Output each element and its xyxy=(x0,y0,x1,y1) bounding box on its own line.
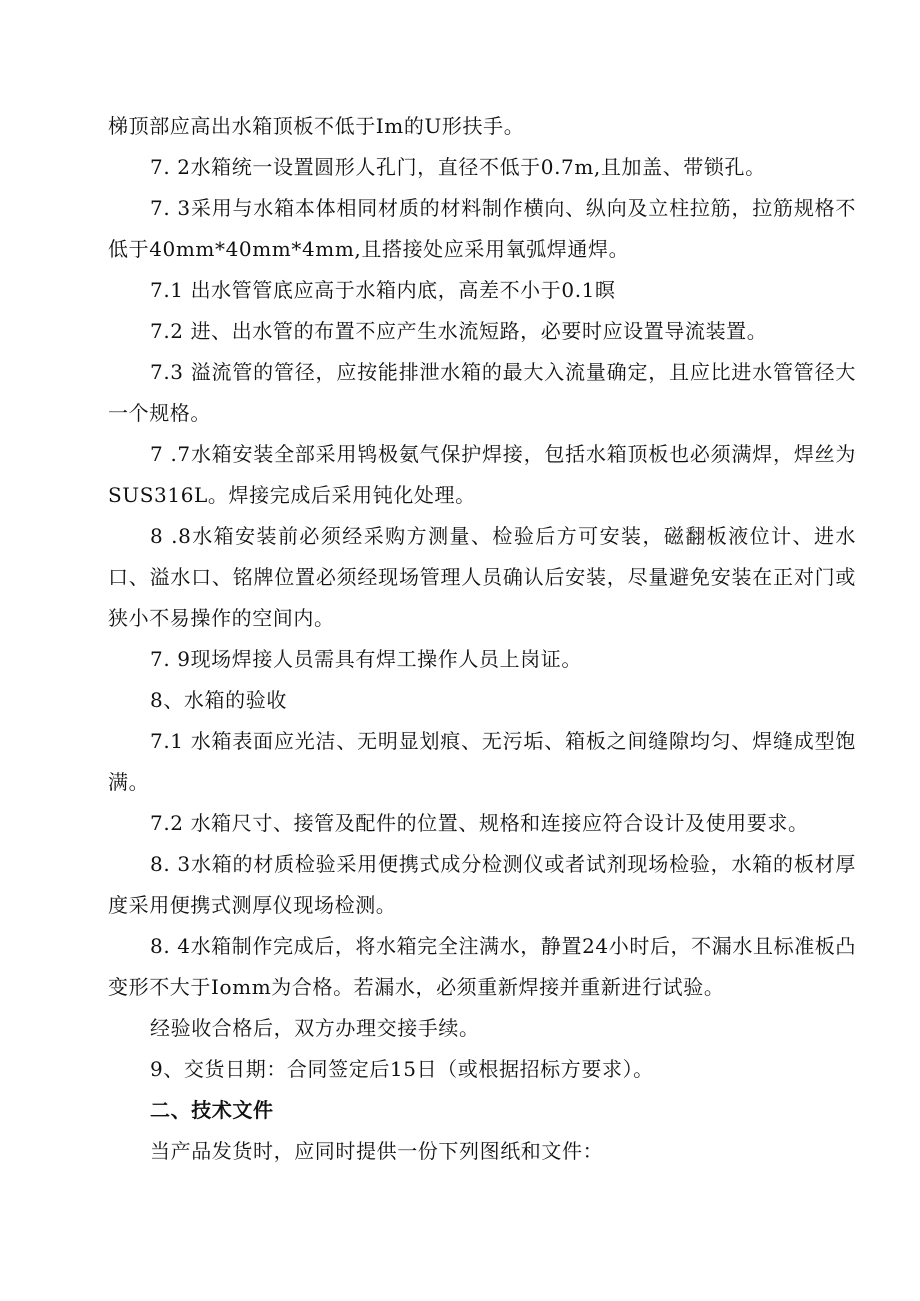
section-heading-acceptance: 8、水箱的验收 xyxy=(150,688,287,712)
paragraph-tie-bars: 7. 3采用与水箱本体相同材质的材料制作横向、纵向及立柱拉筋，拉筋规格不低于40mm*40mm*4mm,且搭接处应采用氧弧焊通焊。 xyxy=(108,196,856,261)
paragraph-outlet-pipe: 7.1 出水管管底应高于水箱内底，高差不小于0.1暝 xyxy=(150,278,616,302)
paragraph-material-inspection: 8. 3水箱的材质检验采用便携式成分检测仪或者试剂现场检验，水箱的板材厚度采用便携式测厚仪现场检测。 xyxy=(108,852,856,917)
paragraph-welder-certificate: 7. 9现场焊接人员需具有焊工操作人员上岗证。 xyxy=(150,647,582,671)
paragraph-surface-quality: 7.1 水箱表面应光洁、无明显划痕、无污垢、箱板之间缝隙均匀、焊缝成型饱满。 xyxy=(108,729,856,794)
section-heading-technical-documents: 二、技术文件 xyxy=(150,1098,274,1122)
paragraph-manhole-door: 7. 2水箱统一设置圆形人孔门，直径不低于0.7m,且加盖、带锁孔。 xyxy=(150,155,766,179)
paragraph-delivery-date: 9、交货日期：合同签定后15日（或根据招标方要求）。 xyxy=(150,1057,654,1081)
paragraph-documents-intro: 当产品发货时，应同时提供一份下列图纸和文件： xyxy=(150,1139,604,1163)
document-body xyxy=(108,106,856,1172)
paragraph-dimensions: 7.2 水箱尺寸、接管及配件的位置、规格和连接应符合设计及使用要求。 xyxy=(150,811,809,835)
paragraph-ladder-handrail: 梯顶部应高出水箱顶板不低于Im的U形扶手。 xyxy=(108,114,525,138)
paragraph-pipe-layout: 7.2 进、出水管的布置不应产生水流短路，必要时应设置导流装置。 xyxy=(150,319,768,343)
paragraph-installation: 8 .8水箱安装前必须经采购方测量、检验后方可安装，磁翻板液位计、进水口、溢水口、铭牌位置必须经现场管理人员确认后安装，尽量避免安装在正对门或狭小不易操作的空间内。 xyxy=(108,524,856,630)
paragraph-water-test: 8. 4水箱制作完成后，将水箱完全注满水，静置24小时后，不漏水且标准板凸变形不大于Iomm为合格。若漏水，必须重新焊接并重新进行试验。 xyxy=(108,934,856,999)
paragraph-overflow-pipe: 7.3 溢流管的管径，应按能排泄水箱的最大入流量确定，且应比进水管管径大一个规格。 xyxy=(108,360,856,425)
paragraph-handover: 经验收合格后，双方办理交接手续。 xyxy=(150,1016,480,1040)
paragraph-welding: 7 .7水箱安装全部采用鸨极氨气保护焊接，包括水箱顶板也必须满焊，焊丝为SUS316L。焊接完成后采用钝化处理。 xyxy=(108,442,856,507)
